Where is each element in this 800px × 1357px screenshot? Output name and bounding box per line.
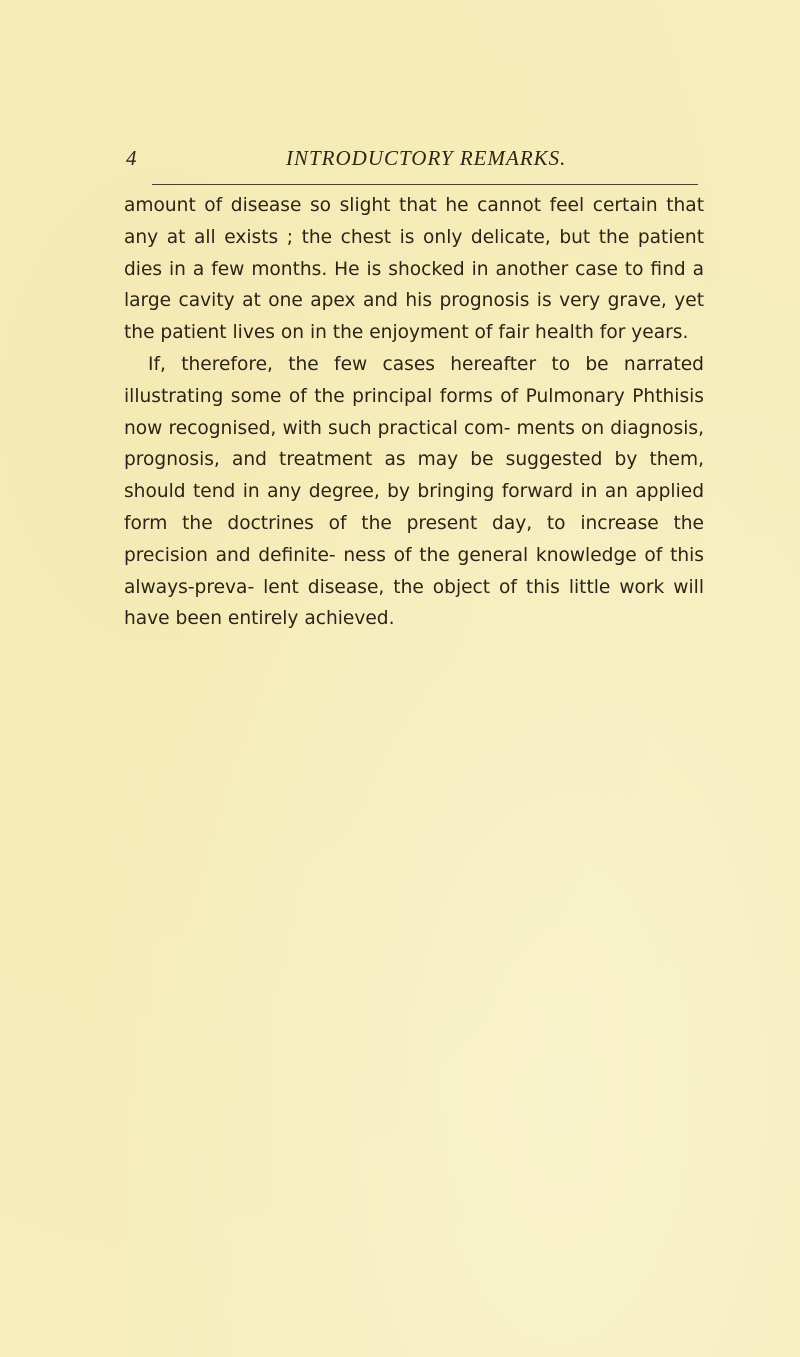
body-text (124, 190, 704, 635)
paragraph-1: amount of disease so slight that he cannot feel certain that any at all exists ; the chest is only delicate, but the patient dies in a few months. He is shocked in another case to find a large cavity at one apex and his prognosis is very grave, yet the patient lives on in the enjoyment of fair health for years. (124, 195, 704, 344)
paragraph-2: If, therefore, the few cases hereafter to be narrated illustrating some of the principal forms of Pulmonary Phthisis now recognised, with such practical com- ments on diagnosis, prognosis, and treatment as may be suggested by them, should tend in any degree, by bringing forward in an applied form the doctrines of the present day, to increase the precision and definite- ness of the general knowledge of this always-preva- lent disease, the object of this little work will have been entirely achieved. (124, 353, 704, 630)
running-title: INTRODUCTORY REMARKS. (286, 146, 567, 170)
header-rule (152, 184, 698, 185)
running-head (122, 146, 700, 176)
page-number: 4 (126, 146, 137, 170)
